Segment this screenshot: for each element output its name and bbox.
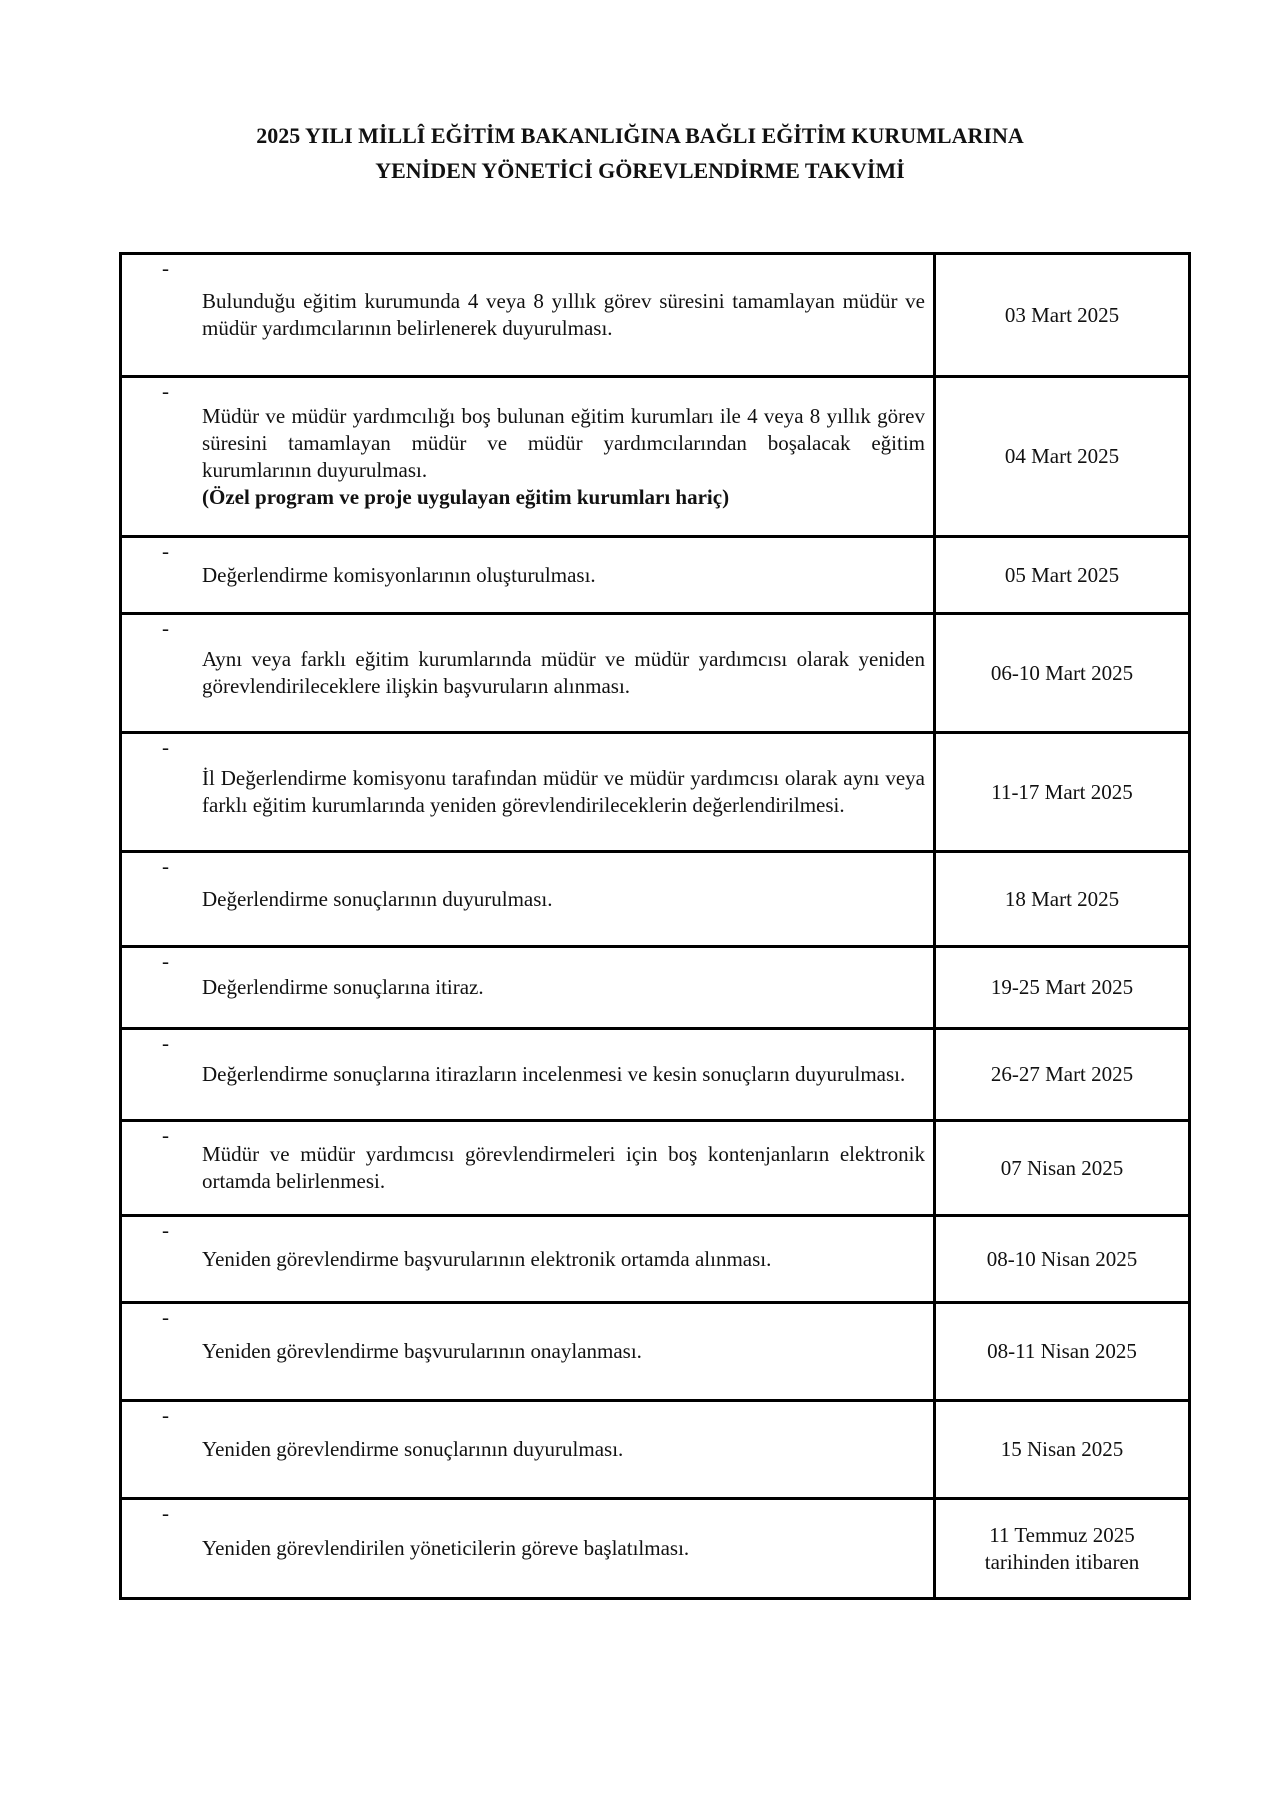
date-text: 03 Mart 2025 (1004, 302, 1120, 327)
row-date (936, 948, 1188, 1027)
row-date (936, 853, 1188, 945)
date-text: 07 Nisan 2025 (1000, 1155, 1124, 1180)
table-row (122, 850, 1188, 945)
row-description (122, 1304, 936, 1399)
row-text: İl Değerlendirme komisyonu tarafından müdür ve müdür yardımcısı olarak aynı veya farklı eğitim kurumlarında yeniden görevlendirileceklerin değerlendirilmesi. (202, 766, 925, 817)
row-description (122, 1030, 936, 1119)
row-description (122, 378, 936, 535)
bullet-dash: - (162, 949, 169, 973)
row-text: Değerlendirme sonuçlarına itiraz. (202, 975, 484, 999)
table-row (122, 1119, 1188, 1214)
row-date (936, 378, 1188, 535)
row-text: Yeniden görevlendirme başvurularının onaylanması. (202, 1339, 642, 1363)
date-text: 06-10 Mart 2025 (990, 660, 1134, 685)
date-text: 04 Mart 2025 (1004, 444, 1120, 468)
table-row (122, 945, 1188, 1027)
table-row (122, 1027, 1188, 1119)
table-row (122, 375, 1188, 535)
row-description (122, 948, 936, 1027)
table-row (122, 535, 1188, 612)
row-date (936, 1304, 1188, 1399)
row-date (936, 1500, 1188, 1597)
row-date (936, 538, 1188, 612)
title-line-2: YENİDEN YÖNETİCİ GÖREVLENDİRME TAKVİMİ (375, 158, 905, 183)
row-text: Müdür ve müdür yardımcılığı boş bulunan eğitim kurumları ile 4 veya 8 yıllık görev süresini tamamlayan müdür ve müdür yardımcılarından boşalacak eğitim kurumlarının duyurulması. (202, 403, 925, 482)
row-description (122, 255, 936, 375)
bullet-dash: - (162, 379, 169, 403)
bullet-dash: - (162, 256, 169, 280)
date-text: 08-11 Nisan 2025 (987, 1339, 1137, 1363)
row-date (936, 615, 1188, 731)
bullet-dash: - (162, 1031, 169, 1055)
row-description (122, 1500, 936, 1597)
row-description (122, 1122, 936, 1214)
row-date (936, 1217, 1188, 1301)
table-row (122, 1399, 1188, 1497)
row-date (936, 1122, 1188, 1214)
date-text: 26-27 Mart 2025 (990, 1062, 1134, 1086)
bullet-dash: - (162, 1123, 169, 1147)
row-text: Yeniden görevlendirme sonuçlarının duyurulması. (202, 1437, 624, 1461)
bullet-dash: - (162, 616, 169, 640)
bullet-dash: - (162, 1218, 169, 1242)
table-row (122, 612, 1188, 731)
table-row (122, 731, 1188, 850)
table-row (122, 1214, 1188, 1301)
bullet-dash: - (162, 735, 169, 759)
row-text: Müdür ve müdür yardımcısı görevlendirmeleri için boş kontenjanların elektronik ortamda belirlenmesi. (202, 1142, 925, 1193)
table-row (122, 1301, 1188, 1399)
date-text: 18 Mart 2025 (1004, 886, 1120, 911)
row-text-wrap (202, 403, 925, 511)
row-text: Değerlendirme sonuçlarına itirazların incelenmesi ve kesin sonuçların duyurulması. (202, 1062, 906, 1086)
row-text: Aynı veya farklı eğitim kurumlarında müdür ve müdür yardımcısı olarak yeniden görevlendirileceklere ilişkin başvuruların alınması. (202, 647, 925, 698)
date-text: 05 Mart 2025 (1004, 562, 1120, 587)
row-text: Bulunduğu eğitim kurumunda 4 veya 8 yıllık görev süresini tamamlayan müdür ve müdür yardımcılarının belirlenerek duyurulması. (202, 289, 925, 340)
row-note: (Özel program ve proje uygulayan eğitim kurumları hariç) (202, 484, 730, 509)
row-text: Değerlendirme komisyonlarının oluşturulması. (202, 562, 596, 587)
row-text: Değerlendirme sonuçlarının duyurulması. (202, 886, 553, 911)
date-text: 08-10 Nisan 2025 (986, 1246, 1138, 1271)
row-description (122, 1402, 936, 1497)
schedule-table (119, 252, 1191, 1600)
row-description (122, 1217, 936, 1301)
row-description (122, 538, 936, 612)
title-line-1: 2025 YILI MİLLÎ EĞİTİM BAKANLIĞINA BAĞLI EĞİTİM KURUMLARINA (256, 123, 1024, 148)
row-text: Yeniden görevlendirilen yöneticilerin göreve başlatılması. (202, 1536, 690, 1560)
document-title (0, 118, 1280, 188)
bullet-dash: - (162, 1403, 169, 1427)
row-date (936, 734, 1188, 850)
row-text: Yeniden görevlendirme başvurularının elektronik ortamda alınması. (202, 1246, 772, 1271)
bullet-dash: - (162, 1501, 169, 1525)
row-date (936, 255, 1188, 375)
table-row (122, 255, 1188, 375)
row-date (936, 1402, 1188, 1497)
row-description (122, 615, 936, 731)
date-text: 15 Nisan 2025 (1000, 1437, 1124, 1461)
date-text: 19-25 Mart 2025 (990, 975, 1134, 999)
table-row (122, 1497, 1188, 1597)
row-description (122, 853, 936, 945)
date-text-line2: tarihinden itibaren (984, 1549, 1140, 1574)
bullet-dash: - (162, 539, 169, 563)
row-date (936, 1030, 1188, 1119)
row-description (122, 734, 936, 850)
bullet-dash: - (162, 1305, 169, 1329)
date-text: 11-17 Mart 2025 (991, 779, 1133, 804)
date-text: 11 Temmuz 2025 (989, 1522, 1135, 1547)
bullet-dash: - (162, 854, 169, 878)
